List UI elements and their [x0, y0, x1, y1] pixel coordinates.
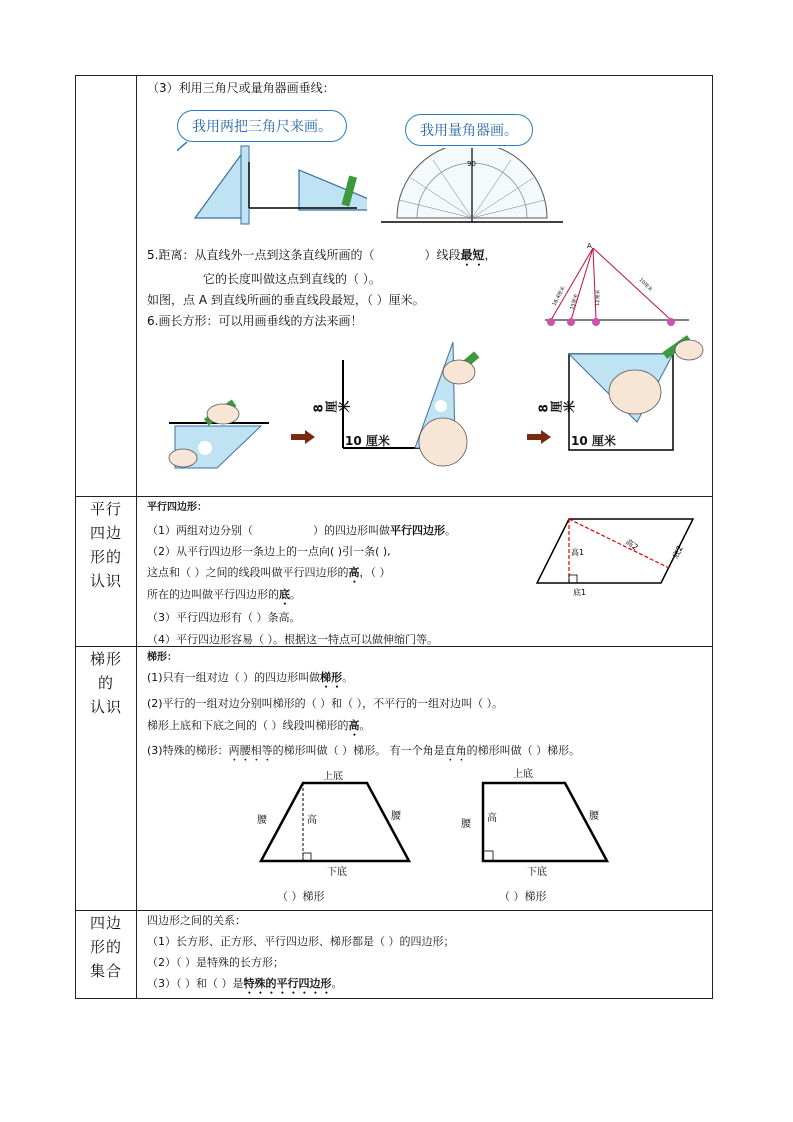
isosceles-trapezoid-figure — [253, 771, 423, 883]
parallelogram-line1: （1）两组对边分别（ ）的四边形叫做平行四边形。 — [147, 524, 456, 537]
worksheet-page — [75, 75, 713, 1000]
item5-line2: 它的长度叫做这点到直线的（ ）。 — [203, 272, 381, 286]
quadrilateral-set-side-label: 四边 形的 集合 — [76, 911, 137, 999]
svg-text:上底: 上底 — [323, 771, 343, 782]
parallelogram-line4: 所在的边叫做平行四边形的底。 — [147, 588, 301, 601]
svg-text:高2: 高2 — [623, 537, 640, 553]
item5-line3: 如图，点 A 到直线所画的垂直线段最短，（ ）厘米。 — [147, 293, 425, 307]
speech-bubble-right: 我用量角器画。 — [405, 114, 533, 146]
trapezoid-line2: (2)平行的一组对边分别叫梯形的（ ）和（ ），不平行的一组对边叫（ ）。 — [147, 697, 504, 710]
parallelogram-figure — [533, 513, 703, 605]
item6-line: 6.画长方形：可以用画垂线的方法来画！ — [147, 314, 363, 328]
quadrilateral-line3: （3）（ ）和（ ）是特殊的平行四边形。 — [147, 977, 343, 990]
parallelogram-side-label: 平行 四边 形的 认识 — [76, 497, 137, 647]
right-trapezoid-figure — [449, 767, 649, 881]
svg-text:下底: 下底 — [527, 867, 547, 878]
set-squares-illustration — [177, 132, 367, 232]
trapezoid-content — [137, 647, 713, 911]
rectangle-step1-illustration — [165, 382, 285, 476]
step2-bottom-label: 10 厘米 — [345, 434, 390, 448]
row1-side — [76, 76, 137, 497]
step3-bottom-label: 10 厘米 — [571, 434, 616, 448]
speech-bubble-left: 我用两把三角尺来画。 — [177, 110, 347, 142]
step2-side-label: 8厘米 — [311, 400, 352, 413]
svg-text:高1: 高1 — [571, 548, 585, 557]
svg-text:腰: 腰 — [589, 811, 599, 822]
svg-text:底2: 底2 — [670, 544, 685, 560]
svg-text:腰: 腰 — [391, 811, 401, 822]
svg-text:16.4厘米: 16.4厘米 — [551, 285, 567, 307]
row1-main — [137, 76, 713, 497]
svg-text:下底: 下底 — [327, 867, 347, 878]
svg-text:底1: 底1 — [573, 588, 587, 597]
parallelogram-title: 平行四边形： — [147, 502, 207, 513]
parallelogram-line5: （3）平行四边形有（ ）条高。 — [147, 611, 301, 624]
quadrilateral-line1: （1）长方形、正方形、平行四边形、梯形都是（ ）的四边形； — [147, 935, 455, 948]
svg-text:12厘米: 12厘米 — [595, 289, 602, 307]
arrow-icon — [527, 430, 551, 444]
perpendicular-method-line: （3）利用三角尺或量角器画垂线： — [147, 81, 335, 95]
trapezoid-line1: (1)只有一组对边（ ）的四边形叫做梯形。 — [147, 671, 354, 684]
step3-side-label: 8厘米 — [536, 400, 577, 413]
svg-text:腰: 腰 — [461, 819, 471, 830]
isosceles-trapezoid-caption: （ ）梯形 — [277, 890, 325, 903]
item5-line1: 5.距离：从直线外一点到这条直线所画的（ ）线段最短， — [147, 248, 497, 262]
parallelogram-line2: （2）从平行四边形一条边上的一点向( )引一条( ), — [147, 545, 391, 558]
svg-text:10厘米: 10厘米 — [637, 277, 654, 293]
svg-text:高: 高 — [487, 813, 497, 824]
quadrilateral-title: 四边形之间的关系： — [147, 914, 246, 927]
parallelogram-content — [137, 497, 713, 647]
parallelogram-line3: 这点和（ ）之间的线段叫做平行四边形的高，（ ） — [147, 566, 391, 579]
svg-text:高: 高 — [307, 815, 317, 826]
right-trapezoid-caption: （ ）梯形 — [499, 890, 547, 903]
svg-text:上底: 上底 — [513, 769, 533, 780]
quadrilateral-line2: （2）（ ）是特殊的长方形； — [147, 956, 284, 969]
trapezoid-side-label: 梯形 的 认识 — [76, 647, 137, 911]
worksheet-table — [75, 75, 713, 999]
protractor-illustration — [377, 148, 567, 228]
svg-text:A: A — [587, 242, 592, 250]
point-a-distance-figure — [541, 240, 691, 326]
quadrilateral-set-content — [137, 911, 713, 999]
trapezoid-line4: (3)特殊的梯形：两腰相等的梯形叫做（ ）梯形。 有一个角是直角的梯形叫做（ ）梯形。 — [147, 744, 581, 757]
arrow-icon — [291, 430, 315, 444]
svg-text:15厘米: 15厘米 — [569, 293, 580, 311]
trapezoid-title: 梯形： — [147, 652, 177, 663]
parallelogram-line6: （4）平行四边形容易（ ）。根据这一特点可以做伸缩门等。 — [147, 633, 438, 646]
trapezoid-line3: 梯形上底和下底之间的（ ）线段叫梯形的高。 — [147, 719, 371, 732]
protractor-90-label: 90 — [467, 160, 476, 168]
svg-text:腰: 腰 — [257, 815, 267, 826]
